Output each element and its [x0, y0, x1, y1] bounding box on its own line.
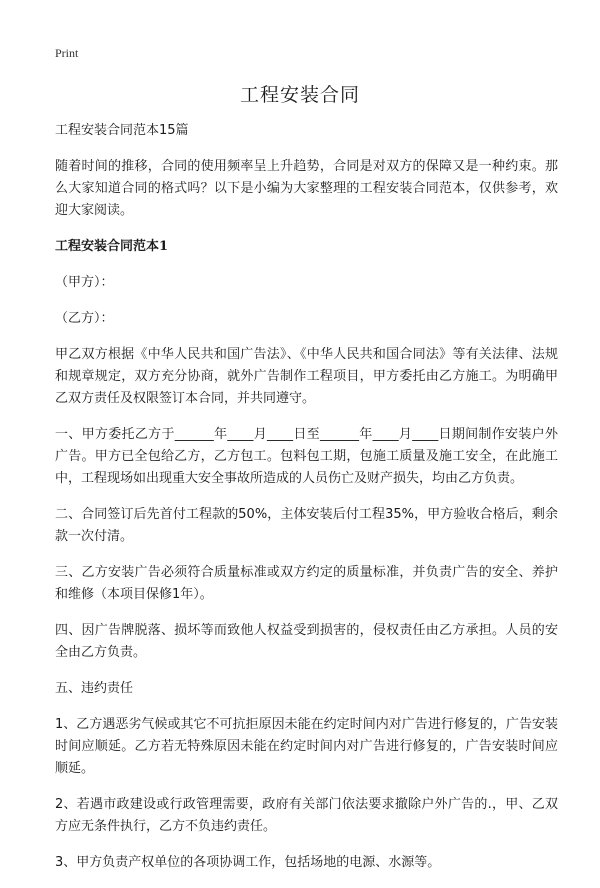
section-heading: 工程安装合同范本1	[55, 239, 169, 254]
party-a-line: （甲方）：	[55, 275, 114, 290]
clause-5-heading: 五、违约责任	[55, 681, 134, 696]
document-body	[55, 120, 558, 888]
clause-5-item-1: 1、乙方遇恶劣气候或其它不可抗拒原因未能在约定时间内对广告进行修复的，广告安装时间应顺延。乙方若无特殊原因未能在约定时间内对广告进行修复的，广告安装时间应顺延。	[55, 717, 558, 776]
clause-2: 二、合同签订后先首付工程款的50%，主体安装后付工程35%，甲方验收合格后，剩余款一次付清。	[55, 507, 558, 544]
print-link[interactable]: Print	[55, 46, 79, 60]
clause-4: 四、因广告牌脱落、损坏等而致他人权益受到损害的，侵权责任由乙方承担。人员的安全由乙方负责。	[55, 623, 558, 660]
intro-paragraph: 随着时间的推移，合同的使用频率呈上升趋势，合同是对双方的保障又是一种约束。那么大家知道合同的格式吗？以下是小编为大家整理的工程安装合同范本，仅供参考，欢迎大家阅读。	[55, 159, 558, 218]
contract-preamble: 甲乙双方根据《中华人民共和国广告法》、《中华人民共和国合同法》等有关法律、法规和规章规定，双方充分协商，就外广告制作工程项目，甲方委托由乙方施工。为明确甲乙双方责任及权限签订本合同，并共同遵守。	[55, 347, 558, 406]
document-title: 工程安装合同	[239, 84, 360, 106]
clause-1: 一、甲方委托乙方于______年____月____日至______年____月____日期间制作安装户外广告。甲方已全包给乙方，乙方包工。包料包工期，包施工质量及施工安全，在此施工中，工程现场如出现重大安全事故所造成的人员伤亡及财产损失，均由乙方负责。	[55, 427, 558, 486]
party-b-line: （乙方）：	[55, 311, 114, 326]
clause-3: 三、乙方安装广告必须符合质量标准或双方约定的质量标准，并负责广告的安全、养护和维修（本项目保修1年）。	[55, 565, 558, 602]
document-subtitle: 工程安装合同范本15篇	[55, 123, 189, 138]
clause-5-item-3: 3、甲方负责产权单位的各项协调工作，包括场地的电源、水源等。	[55, 855, 441, 870]
clause-5-item-2: 2、若遇市政建设或行政管理需要，政府有关部门依法要求撤除户外广告的.，甲、乙双方应无条件执行，乙方不负违约责任。	[55, 797, 558, 834]
